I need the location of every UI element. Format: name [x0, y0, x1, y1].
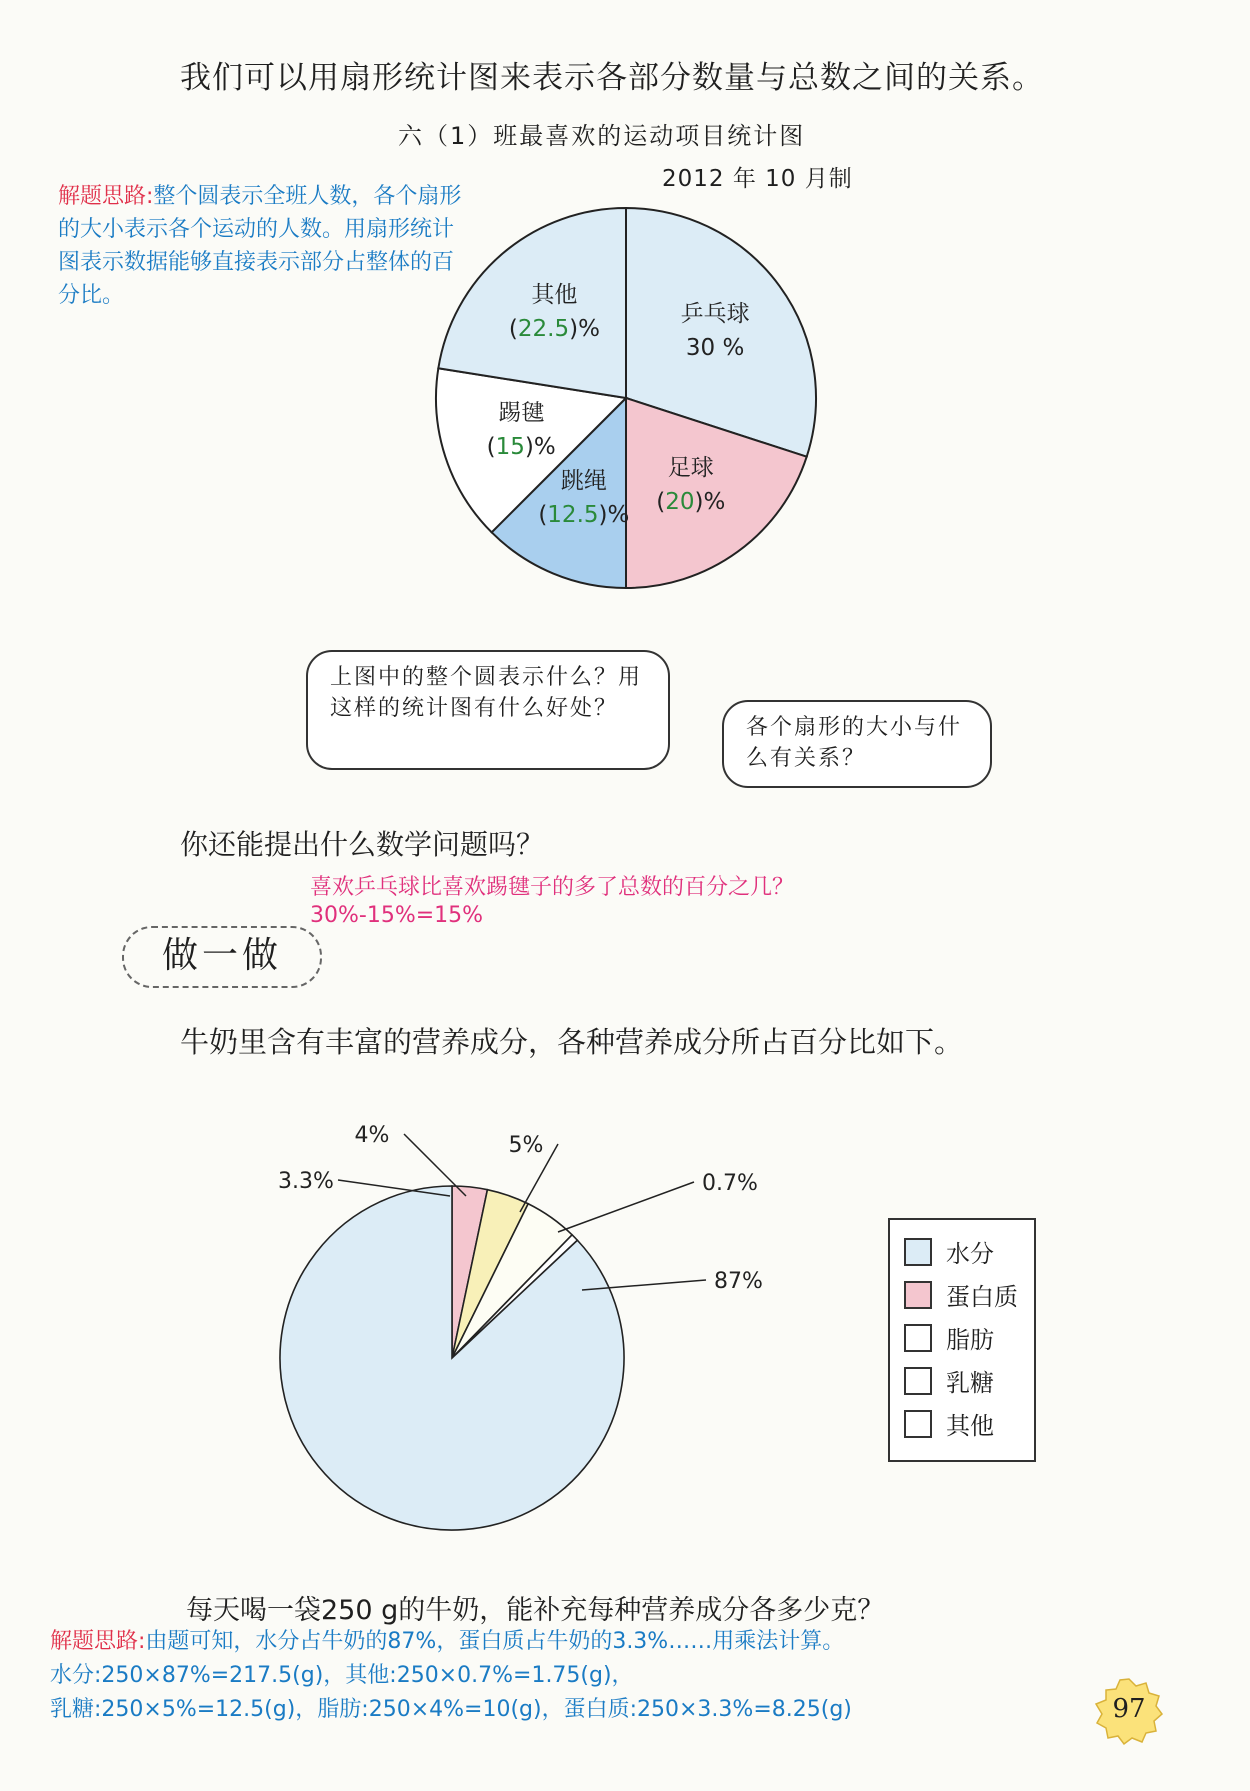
milk-slice-label: 5% [508, 1133, 544, 1158]
hint-text: 整个圆表示全班人数，各个扇形的大小表示各个运动的人数。用扇形统计图表示数据能够直接表示部分占整体的百分比。 [58, 184, 462, 308]
milk-intro-text: 牛奶里含有丰富的营养成分，各种营养成分所占百分比如下。 [180, 1025, 964, 1059]
legend-item-lactose [904, 1363, 994, 1398]
answer-line-2: 30%-15%=15% [310, 903, 484, 928]
legend-label: 蛋白质 [946, 1283, 1018, 1311]
milk-slice-label: 3.3% [278, 1169, 334, 1194]
milk-slice-label: 0.7% [702, 1171, 758, 1196]
solution-line-2: 乳糖:250×5%=12.5(g)，脂肪:250×4%=10(g)，蛋白质:250×3.3%=8.25(g) [50, 1697, 852, 1722]
sports-slice-name: 踢毽 [498, 400, 545, 427]
milk-legend [888, 1218, 1036, 1462]
legend-item-other [904, 1406, 994, 1441]
sports-slice-name: 其他 [531, 282, 578, 309]
answer-line-1: 喜欢乒乓球比喜欢踢毽子的多了总数的百分之几？ [310, 875, 795, 900]
sports-slice-value: 30 % [685, 335, 745, 362]
speech-bubble-left: 上图中的整个圆表示什么？用这样的统计图有什么好处？ [306, 650, 670, 770]
legend-item-protein [904, 1277, 1018, 1312]
sports-slice-value: (15)% [486, 434, 556, 461]
legend-swatch [904, 1238, 932, 1266]
speech-bubble-right: 各个扇形的大小与什么有关系？ [722, 700, 992, 788]
milk-slice-label: 4% [354, 1123, 390, 1148]
sports-slice-name: 跳绳 [560, 467, 607, 494]
solution-text: 由题可知，水分占牛奶的87%，蛋白质占牛奶的3.3%……用乘法计算。 [145, 1629, 845, 1654]
chart1-title: 六（1）班最喜欢的运动项目统计图 [398, 122, 806, 150]
legend-swatch [904, 1324, 932, 1352]
sports-slice-name: 足球 [667, 455, 714, 482]
legend-swatch [904, 1410, 932, 1438]
milk-slice-label: 87% [714, 1269, 763, 1294]
sports-slice-value: (20)% [656, 489, 726, 516]
intro-text: 我们可以用扇形统计图来表示各部分数量与总数之间的关系。 [180, 60, 1044, 96]
sports-pie-slices [436, 208, 816, 588]
solution-label: 解题思路: [50, 1629, 146, 1654]
legend-item-fat [904, 1320, 994, 1355]
legend-swatch [904, 1367, 932, 1395]
milk-pie-slices [280, 1186, 624, 1530]
sports-slice-value: (22.5)% [508, 316, 600, 343]
solution-line-0 [50, 1624, 844, 1655]
sports-slice-value: (12.5)% [538, 501, 630, 528]
solution-line-1: 水分:250×87%=217.5(g)，其他:250×0.7%=1.75(g)， [50, 1663, 634, 1688]
legend-label: 其他 [946, 1412, 994, 1440]
zuo-yi-zuo-title: 做一做 [122, 926, 322, 988]
chart1-date: 2012 年 10 月制 [662, 166, 853, 192]
hint-label: 解题思路: [58, 184, 154, 209]
legend-label: 脂肪 [946, 1326, 994, 1354]
legend-swatch [904, 1281, 932, 1309]
page-number: 97 [1112, 1694, 1146, 1724]
sports-slice-name: 乒乓球 [680, 301, 750, 328]
legend-label: 乳糖 [946, 1369, 994, 1397]
legend-item-water [904, 1234, 994, 1269]
legend-label: 水分 [946, 1240, 994, 1268]
question2-text: 每天喝一袋250 g的牛奶，能补充每种营养成分各多少克？ [186, 1595, 885, 1626]
question-text: 你还能提出什么数学问题吗？ [180, 828, 545, 861]
milk-leader-line [558, 1182, 694, 1232]
